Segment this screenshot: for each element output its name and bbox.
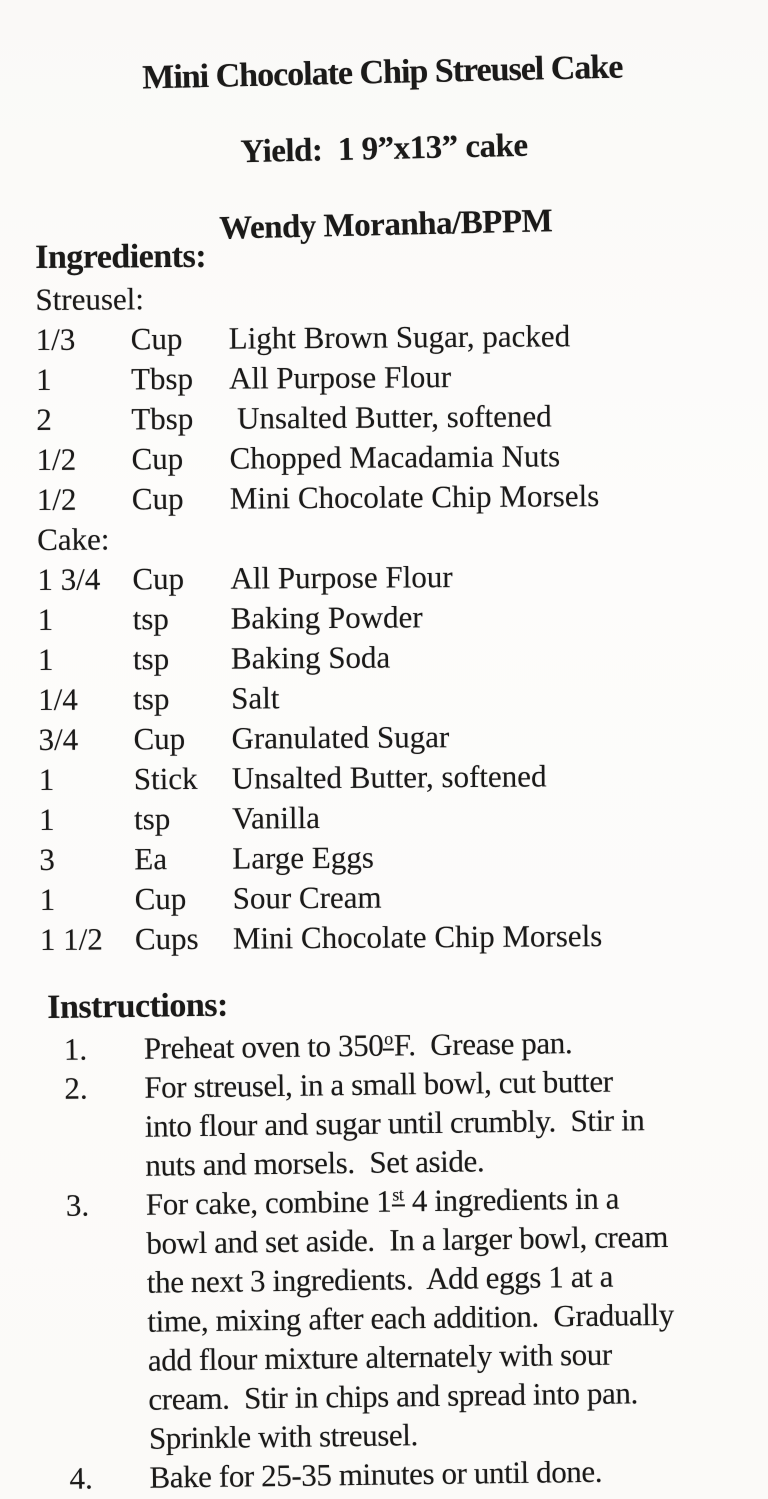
ingredient-unit: Cups: [134, 920, 199, 957]
ingredient-row: [39, 835, 754, 880]
ingredient-row: [37, 475, 752, 520]
ingredient-row: [38, 675, 753, 720]
ingredient-unit: Cup: [133, 720, 186, 757]
ingredient-unit: tsp: [132, 641, 170, 677]
ingredient-groups: [35, 275, 755, 960]
ingredient-unit: tsp: [132, 601, 169, 637]
ingredient-name: Mini Chocolate Chip Morsels: [232, 918, 603, 956]
ingredient-quantity: 1: [37, 641, 54, 677]
ingredient-name: Sour Cream: [232, 879, 382, 916]
ingredient-unit: Tbsp: [130, 360, 194, 397]
ingredient-row: [40, 915, 755, 960]
ingredient-quantity: 2: [36, 401, 52, 437]
ingredient-quantity: 1/2: [36, 481, 77, 517]
ingredients-heading: Ingredients:: [35, 237, 207, 276]
instruction-number: 2.: [64, 1070, 88, 1106]
ingredient-row: [37, 555, 752, 600]
ingredient-quantity: 1/4: [38, 681, 78, 717]
ingredient-row: [39, 755, 754, 800]
ingredient-unit: tsp: [133, 681, 170, 717]
ingredient-quantity: 3: [39, 841, 55, 877]
ingredient-name: Mini Chocolate Chip Morsels: [229, 478, 600, 516]
ingredient-quantity: 1: [38, 801, 55, 837]
instruction-number: 3.: [65, 1187, 90, 1223]
superscript-ordinal: st: [391, 1184, 404, 1206]
ingredient-unit: Cup: [132, 560, 185, 597]
instruction-text-part: F. Grease pan.: [393, 1025, 573, 1063]
ingredient-unit: Cup: [130, 320, 183, 357]
ingredient-unit: Stick: [133, 760, 198, 797]
ingredient-unit: Cup: [134, 880, 187, 917]
instruction-item: [53, 1450, 763, 1498]
ingredient-name: Vanilla: [231, 800, 321, 836]
ingredient-quantity: 1/2: [36, 441, 77, 477]
ingredient-quantity: 1: [38, 761, 55, 797]
instruction-number: 4.: [69, 1460, 93, 1496]
recipe-author: Wendy Moranha/BPPM: [218, 203, 553, 247]
ingredient-row: [36, 315, 751, 360]
ingredient-unit: Cup: [131, 440, 184, 477]
ingredient-quantity: 3/4: [38, 721, 79, 757]
instruction-text-part: Preheat oven to 350: [143, 1027, 384, 1066]
ingredient-group-label: Cake:: [36, 521, 110, 557]
instruction-number: 1.: [63, 1031, 88, 1067]
ingredient-row: [39, 875, 754, 920]
ingredient-quantity: 1 3/4: [37, 561, 101, 597]
ingredient-unit: tsp: [133, 801, 171, 837]
ingredient-unit: Tbsp: [131, 400, 194, 437]
recipe-title: Mini Chocolate Chip Streusel Cake: [141, 48, 623, 97]
ingredient-name: All Purpose Flour: [230, 559, 453, 596]
instruction-text-part: 4 ingredients in a bowl and set aside. In a larger bowl, cream the next 3 ingredients. Add eggs 1 at a time, mixing after each addition. Gradually add flour mixture alternately with sour cream. Stir in chips and spread into pan. Sprinkle with streusel.: [146, 1180, 675, 1456]
ingredient-row: [36, 435, 751, 480]
instruction-item: [50, 1177, 764, 1459]
ingredient-row: [38, 595, 753, 640]
instruction-item: [48, 1060, 759, 1186]
instruction-text: [146, 1177, 764, 1458]
ingredient-name: All Purpose Flour: [228, 359, 452, 396]
instruction-text-part: For cake, combine 1: [145, 1183, 392, 1222]
ingredient-name: Granulated Sugar: [231, 719, 450, 756]
ingredient-name: Salt: [231, 680, 280, 716]
instructions-section: [47, 977, 764, 1498]
ingredient-name: Unsalted Butter, softened: [229, 398, 552, 436]
instruction-text: Bake for 25-35 minutes or until done.: [149, 1453, 603, 1495]
ingredient-name: Light Brown Sugar, packed: [228, 318, 571, 356]
instruction-text: For streusel, in a small bowl, cut butter into flour and sugar until crumbly. Stir in nuts and morsels. Set aside.: [144, 1063, 645, 1183]
ingredient-quantity: 1: [39, 881, 56, 917]
ingredient-group-label: Streusel:: [35, 281, 145, 317]
ingredient-name: Baking Soda: [230, 639, 391, 676]
ingredient-name: Large Eggs: [232, 839, 374, 876]
ingredient-row: [39, 795, 754, 840]
ingredient-row: [36, 355, 751, 400]
ingredient-name: Baking Powder: [230, 599, 423, 636]
ingredient-row: [38, 635, 753, 680]
superscript-ordinal: o: [383, 1028, 394, 1050]
ingredient-quantity: 1: [37, 601, 54, 637]
ingredient-unit: Ea: [134, 841, 168, 877]
ingredient-unit: Cup: [131, 480, 184, 517]
ingredient-name: Chopped Macadamia Nuts: [229, 438, 561, 476]
ingredient-quantity: 1 1/2: [39, 921, 103, 957]
instruction-list: [48, 1021, 764, 1498]
recipe-yield: Yield: 1 9”x13” cake: [240, 127, 528, 171]
ingredient-quantity: 1: [35, 361, 52, 397]
ingredient-row: [36, 395, 751, 440]
instructions-heading: Instructions:: [47, 986, 229, 1026]
ingredient-quantity: 1/3: [35, 321, 76, 357]
ingredient-row: [38, 715, 753, 760]
ingredient-name: Unsalted Butter, softened: [231, 758, 547, 796]
ingredients-section: [35, 231, 755, 960]
